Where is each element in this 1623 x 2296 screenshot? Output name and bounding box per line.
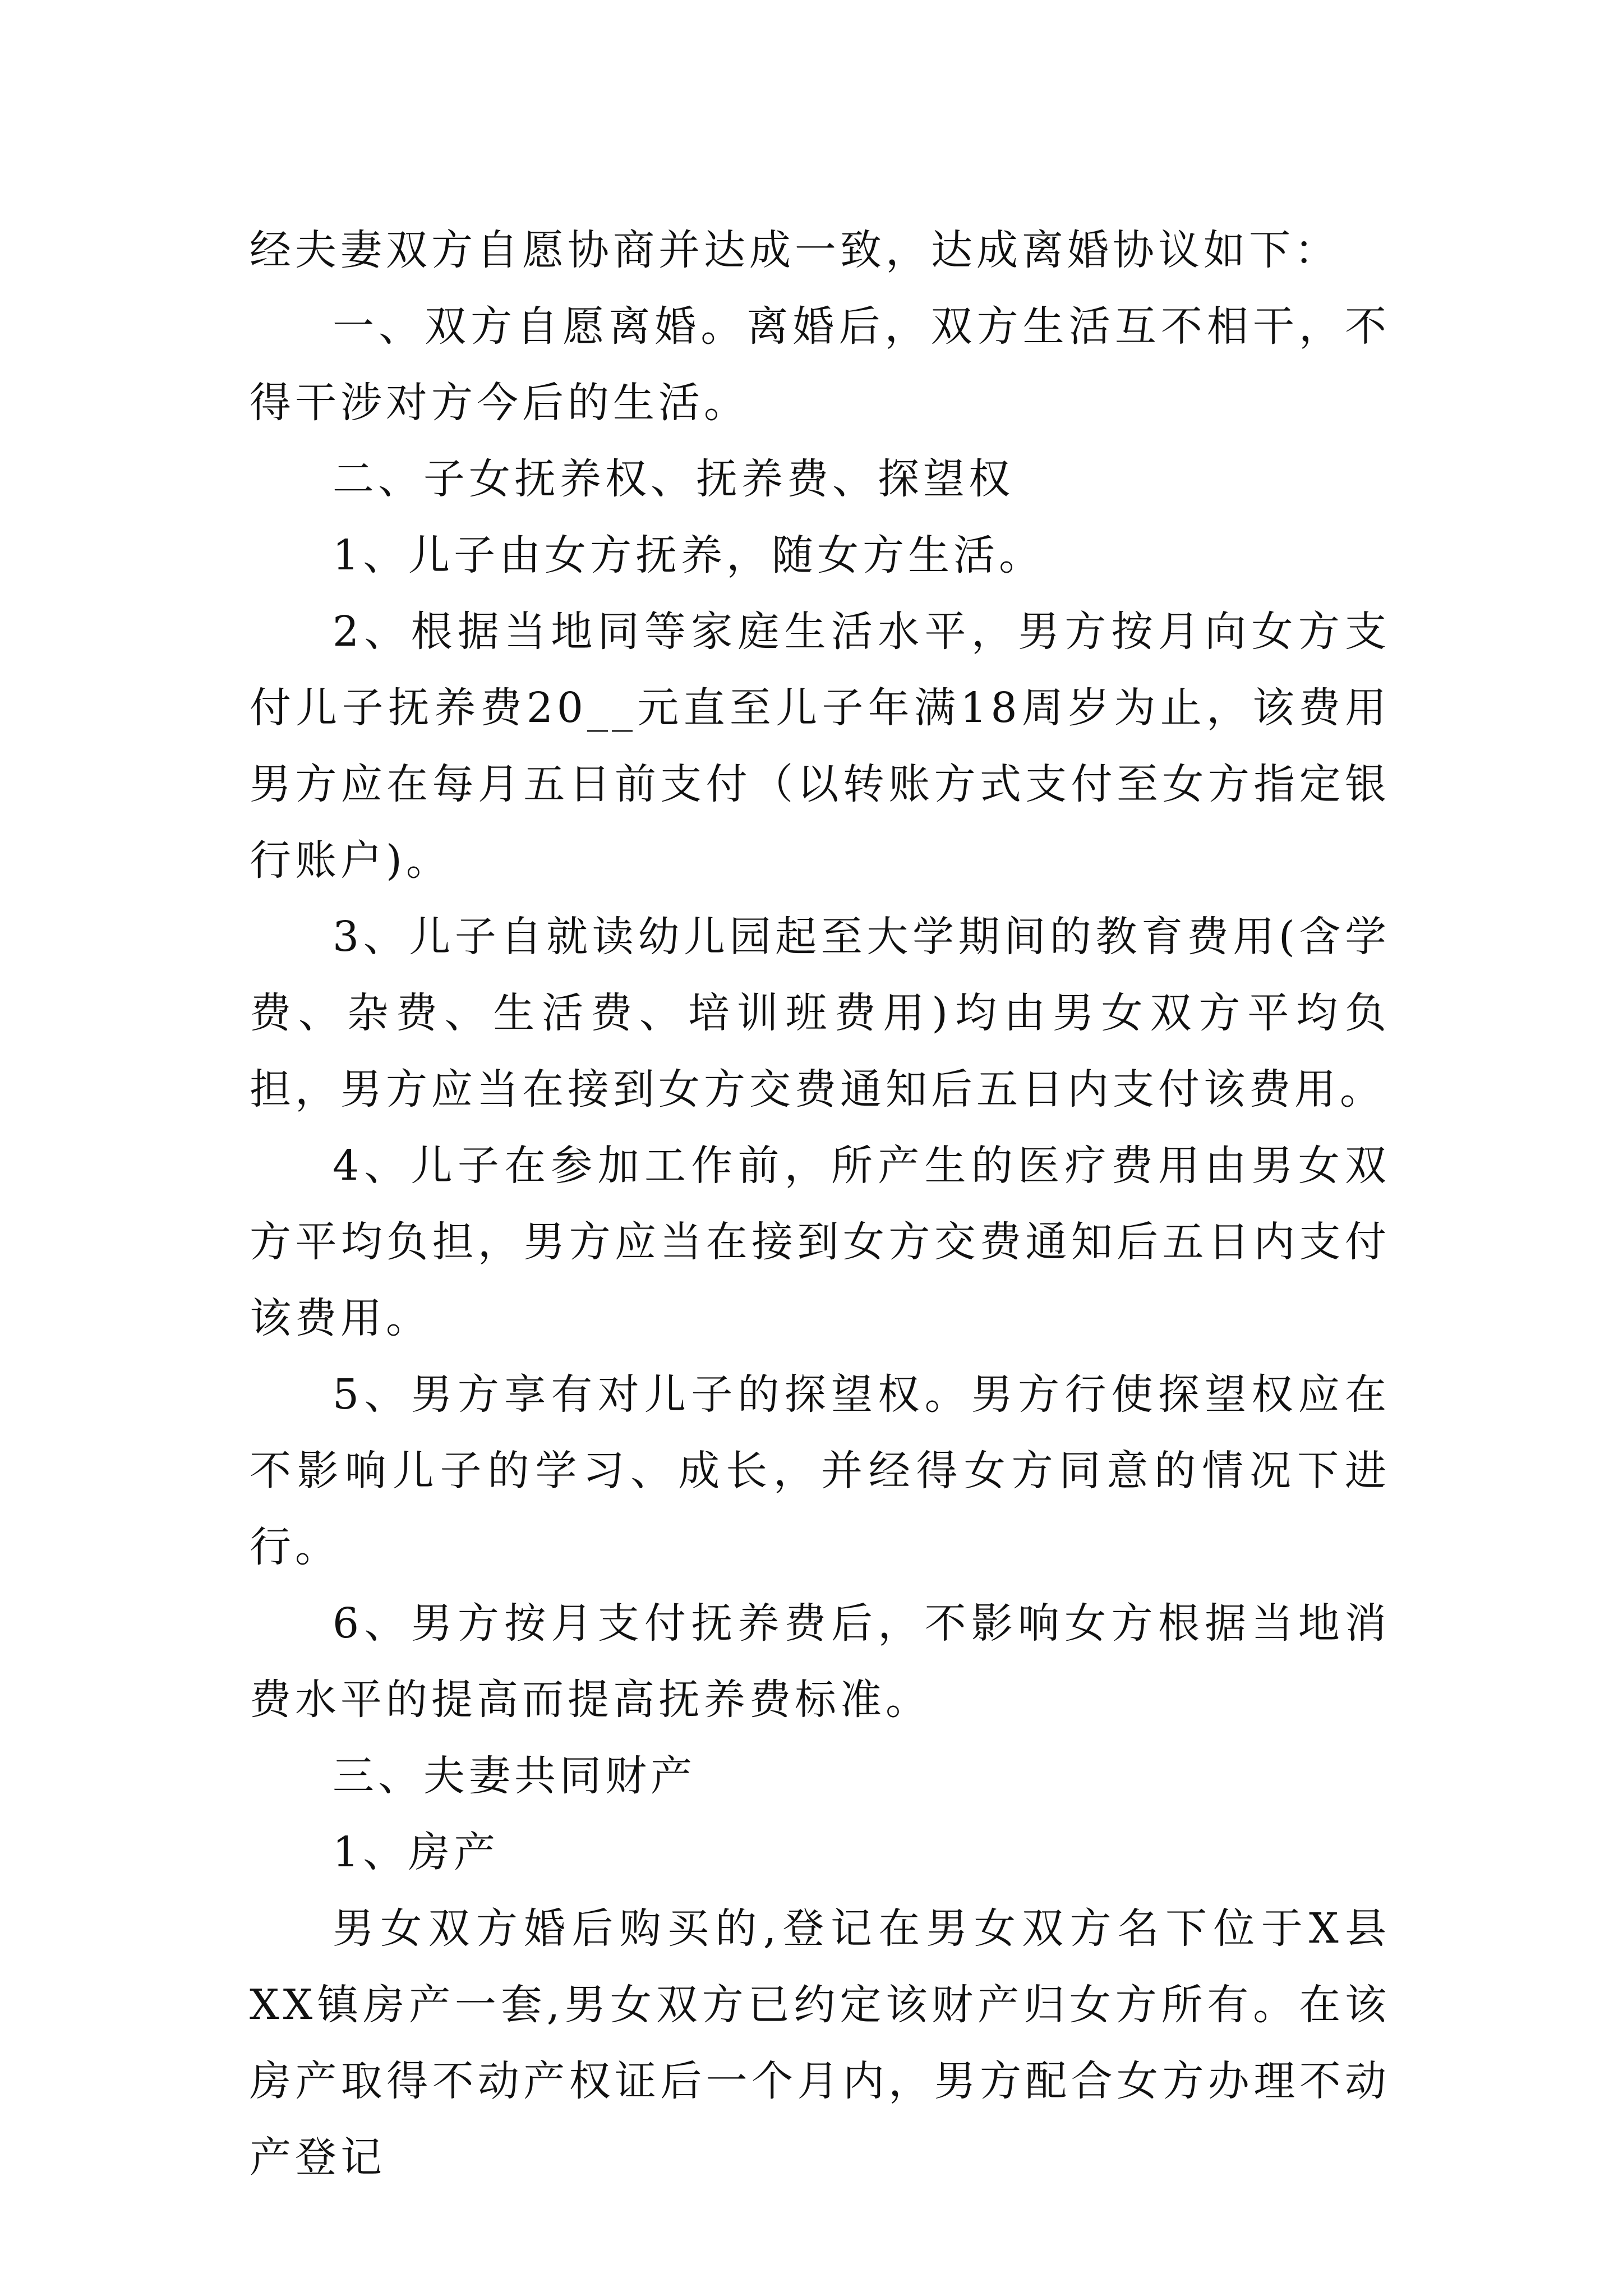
section-heading-custody: 二、子女抚养权、抚养费、探望权 [333, 455, 1014, 503]
custody-item-3: 3、儿子自就读幼儿园起至大学期间的教育费用(含学费、杂费、生活费、培训班费用)均由男女双方平均负担，男方应当在接到女方交费通知后五日内支付该费用。 [250, 913, 1390, 1114]
custody-item-4: 4、儿子在参加工作前，所产生的医疗费用由男女双方平均负担，男方应当在接到女方交费通知后五日内支付该费用。 [250, 1142, 1390, 1342]
custody-item-2: 2、根据当地同等家庭生活水平，男方按月向女方支付儿子抚养费20__元直至儿子年满18周岁为止，该费用男方应在每月五日前支付（以转账方式支付至女方指定银行账户)。 [250, 608, 1390, 885]
property-item-1-text: 男女双方婚后购买的,登记在男女双方名下位于X县XX镇房产一套,男女双方已约定该财产归女方所有。在该房产取得不动产权证后一个月内，男方配合女方办理不动产登记 [250, 1904, 1390, 2182]
property-item-1-heading: 1、房产 [333, 1828, 500, 1876]
custody-item-5: 5、男方享有对儿子的探望权。男方行使探望权应在不影响儿子的学习、成长，并经得女方同意的情况下进行。 [250, 1370, 1390, 1571]
clause-1-voluntary-divorce: 一、双方自愿离婚。离婚后，双方生活互不相干，不得干涉对方今后的生活。 [250, 302, 1390, 427]
custody-item-6: 6、男方按月支付抚养费后，不影响女方根据当地消费水平的提高而提高抚养费标准。 [250, 1599, 1390, 1724]
section-heading-property: 三、夫妻共同财产 [333, 1752, 696, 1800]
custody-item-1: 1、儿子由女方抚养，随女方生活。 [333, 531, 1045, 579]
agreement-intro: 经夫妻双方自愿协商并达成一致，达成离婚协议如下： [250, 226, 1340, 274]
document-body [250, 212, 1390, 2196]
